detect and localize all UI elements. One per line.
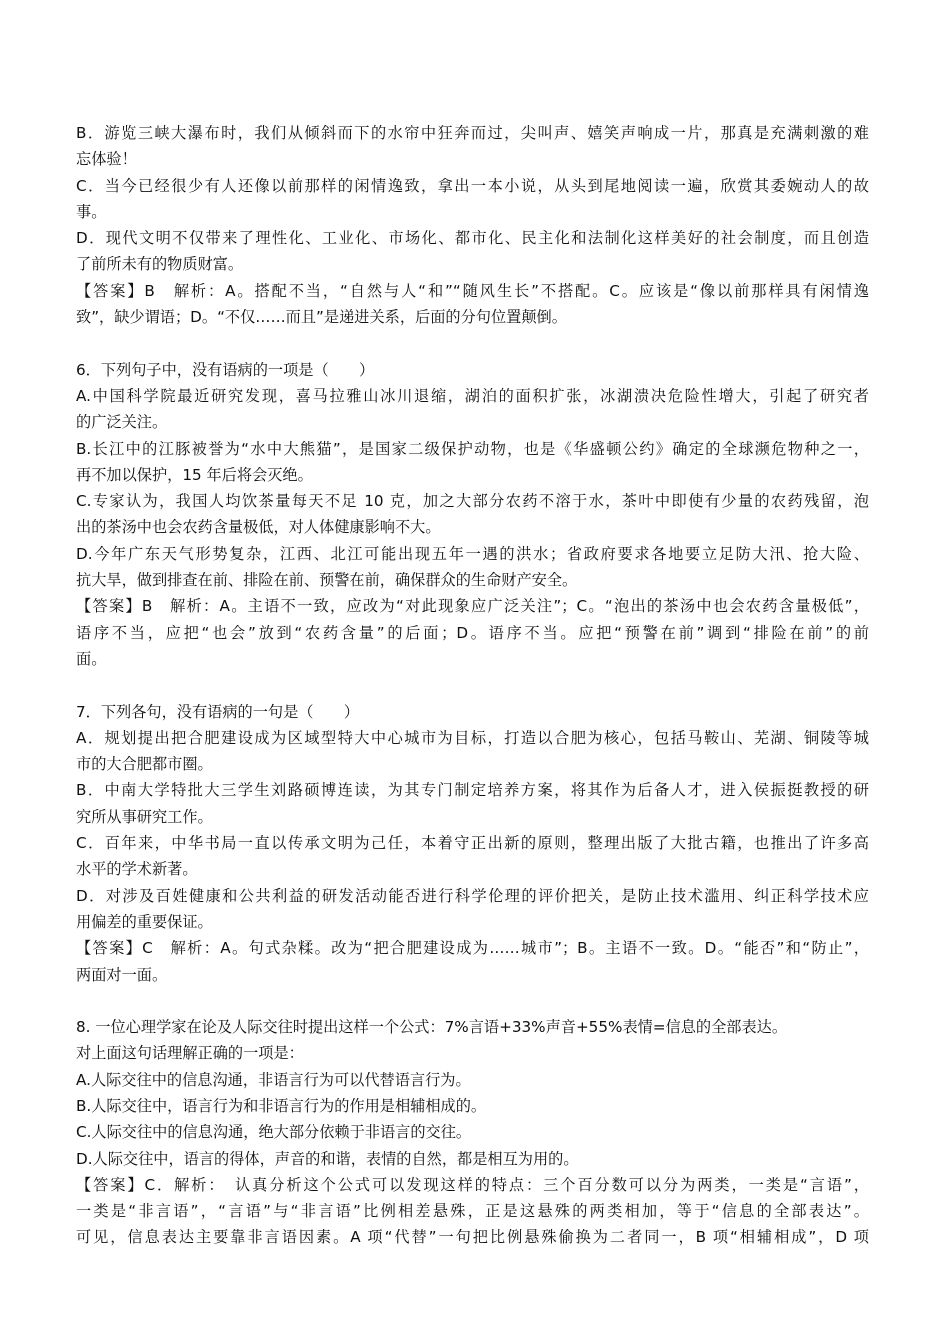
document-page (76, 120, 869, 1251)
text-line: 水平的学术新著。 (76, 860, 198, 879)
text-line: 出的茶汤中也会农药含量极低，对人体健康影响不大。 (76, 518, 441, 537)
text-line: 了前所未有的物质财富。 (76, 255, 244, 274)
text-line: D.人际交往中，语言的得体，声音的和谐，表情的自然，都是相互为用的。 (76, 1149, 579, 1168)
paragraph (76, 1014, 869, 1067)
paragraph-gap (76, 672, 869, 698)
paragraph (76, 120, 869, 173)
paragraph (76, 1067, 869, 1093)
text-line: 可见，信息表达主要靠非言语因素。A 项“代替”一句把比例悬殊偷换为二者同一，B 项“相辅相成”，D 项 (76, 1228, 869, 1247)
text-line: C.专家认为，我国人均饮茶量每天不足 10 克，加之大部分农药不溶于水，茶叶中即使有少量的农药残留，泡 (76, 492, 869, 511)
paragraph (76, 935, 869, 988)
text-line: B．游览三峡大瀑布时，我们从倾斜而下的水帘中狂奔而过，尖叫声、嬉笑声响成一片，那真是充满刺激的难 (76, 124, 869, 142)
paragraph (76, 278, 869, 331)
paragraph (76, 699, 869, 725)
text-line: 忘体验！ (76, 150, 137, 169)
paragraph (76, 541, 869, 594)
text-line: 6．下列句子中，没有语病的一项是（ ） (76, 360, 375, 379)
text-line: 究所从事研究工作。 (76, 807, 213, 826)
paragraph (76, 830, 869, 883)
text-line: 抗大旱，做到排查在前、排险在前、预警在前，确保群众的生命财产安全。 (76, 571, 578, 590)
text-line: B.长江中的江豚被誉为“水中大熊猫”，是国家二级保护动物，也是《华盛顿公约》确定的全球濒危物种之一， (76, 439, 869, 458)
text-line: 面。 (76, 649, 107, 668)
text-line: C．百年来，中华书局一直以传承文明为己任，本着守正出新的原则，整理出版了大批古籍，也推出了许多高 (76, 834, 869, 853)
paragraph (76, 725, 869, 778)
text-line: 市的大合肥都市圈。 (76, 755, 213, 774)
text-line: B.人际交往中，语言行为和非语言行为的作用是相辅相成的。 (76, 1096, 487, 1115)
paragraph (76, 1119, 869, 1145)
text-line: A.人际交往中的信息沟通，非语言行为可以代替语言行为。 (76, 1070, 471, 1089)
text-line: 致”，缺少谓语；D。“不仅……而且”是递进关系，后面的分句位置颠倒。 (76, 308, 567, 327)
text-line: 7．下列各句，没有语病的一句是（ ） (76, 702, 360, 721)
paragraph (76, 883, 869, 936)
text-line: D．现代文明不仅带来了理性化、工业化、市场化、都市化、民主化和法制化这样美好的社会制度，而且创造 (76, 229, 869, 248)
paragraph (76, 777, 869, 830)
text-line: C．当今已经很少有人还像以前那样的闲情逸致，拿出一本小说，从头到尾地阅读一遍，欣赏其委婉动人的故 (76, 176, 869, 195)
text-line: D．对涉及百姓健康和公共利益的研发活动能否进行科学伦理的评价把关，是防止技术滥用、纠正科学技术应 (76, 886, 869, 905)
text-line: 【答案】C 解析：A。句式杂糅。改为“把合肥建设成为……城市”；B。主语不一致。D。“能否”和“防止”， (76, 939, 869, 958)
text-line: 两面对一面。 (76, 965, 168, 984)
paragraph (76, 1093, 869, 1119)
text-line: 事。 (76, 202, 107, 221)
text-line: 【答案】B 解析：A。搭配不当，“自然与人“和”“随风生长”不搭配。C。应该是“像以前那样具有闲情逸 (76, 281, 869, 300)
text-line: 对上面这句话理解正确的一项是： (76, 1044, 304, 1063)
paragraph (76, 1146, 869, 1172)
text-line: 一类是“非言语”，“言语”与“非言语”比例相差悬殊，正是这悬殊的两类相加，等于“信息的全部表达”。 (76, 1202, 869, 1221)
paragraph (76, 1172, 869, 1251)
paragraph (76, 593, 869, 672)
text-line: D.今年广东天气形势复杂，江西、北江可能出现五年一遇的洪水；省政府要求各地要立足防大汛、抢大险、 (76, 544, 869, 563)
text-line: 的广泛关注。 (76, 413, 168, 432)
paragraph-gap (76, 330, 869, 356)
text-line: 语序不当，应把“也会”放到“农药含量”的后面；D。语序不当。应把“预警在前”调到“排险在前”的前 (76, 623, 869, 642)
text-line: C.人际交往中的信息沟通，绝大部分依赖于非语言的交往。 (76, 1123, 472, 1142)
text-line: A.中国科学院最近研究发现，喜马拉雅山冰川退缩，湖泊的面积扩张，冰湖溃决危险性增大，引起了研究者 (76, 386, 869, 405)
paragraph (76, 383, 869, 436)
text-line: 再不加以保护，15 年后将会灭绝。 (76, 465, 313, 484)
text-line: 【答案】B 解析：A。主语不一致，应改为“对此现象应广泛关注”；C。“泡出的茶汤中也会农药含量极低”， (76, 597, 869, 616)
paragraph (76, 173, 869, 226)
paragraph (76, 488, 869, 541)
text-line: 【答案】C．解析： 认真分析这个公式可以发现这样的特点：三个百分数可以分为两类，一类是“言语”， (76, 1175, 869, 1194)
paragraph-gap (76, 988, 869, 1014)
paragraph (76, 357, 869, 383)
text-line: B．中南大学特批大三学生刘路硕博连读，为其专门制定培养方案，将其作为后备人才，进入侯振挺教授的研 (76, 781, 869, 800)
paragraph (76, 225, 869, 278)
text-line: 8. 一位心理学家在论及人际交往时提出这样一个公式：7%言语+33%声音+55%表情=信息的全部表达。 (76, 1018, 788, 1037)
text-line: A．规划提出把合肥建设成为区域型特大中心城市为目标，打造以合肥为核心，包括马鞍山、芜湖、铜陵等城 (76, 728, 869, 747)
text-line: 用偏差的重要保证。 (76, 912, 213, 931)
paragraph (76, 436, 869, 489)
